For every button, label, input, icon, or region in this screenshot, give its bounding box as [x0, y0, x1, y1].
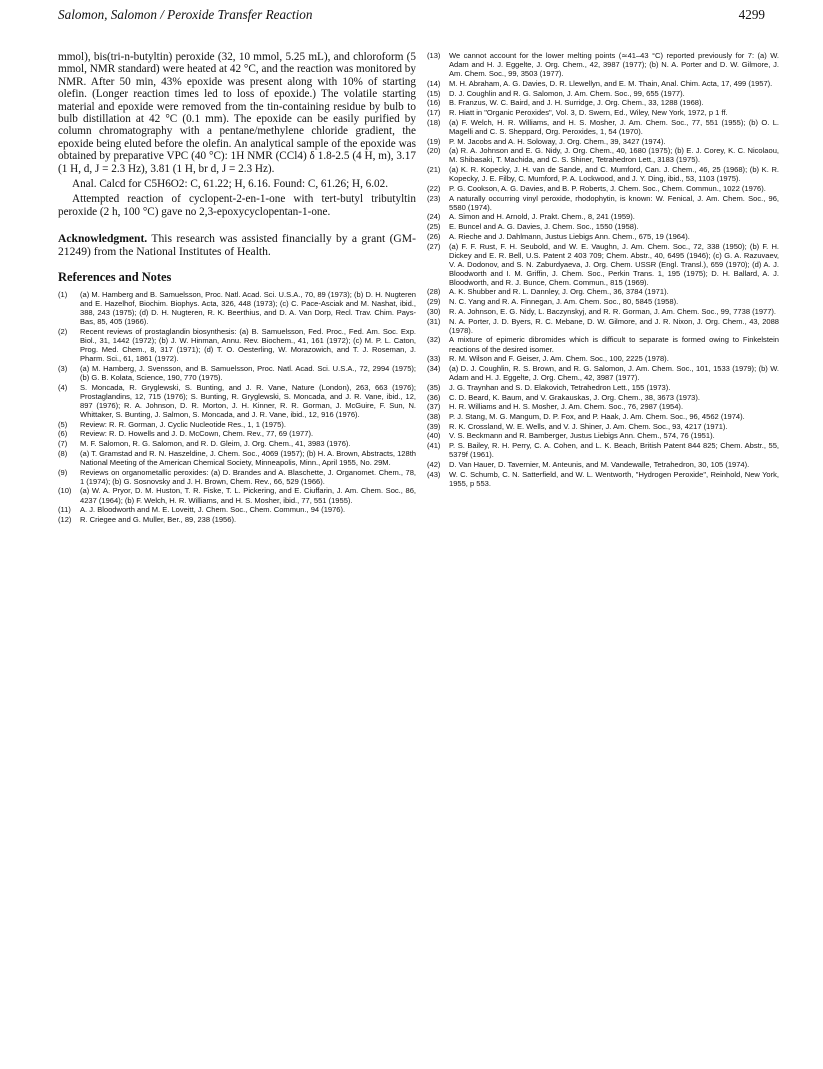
- reference-text: M. H. Abraham, A. G. Davies, D. R. Llewellyn, and E. M. Thain, Anal. Chim. Acta, 17, 499 (1957).: [449, 78, 773, 88]
- reference-item: [427, 393, 779, 402]
- reference-item: [427, 98, 779, 107]
- reference-item: [427, 108, 779, 117]
- reference-text: (a) F. Welch, H. R. Williams, and H. S. Mosher, J. Am. Chem. Soc., 77, 551 (1955); (b) O. L. Magelli and C. S. Sheppard, Org. Peroxides, 1, 54 (1970).: [449, 117, 779, 136]
- reference-text: R. K. Crossland, W. E. Wells, and V. J. Shiner, J. Am. Chem. Soc., 93, 4217 (1971).: [449, 421, 728, 431]
- reference-number: (26): [427, 231, 441, 241]
- reference-text: N. A. Porter, J. D. Byers, R. C. Mebane, D. W. Gilmore, and J. R. Nixon, J. Org. Chem., 43, 2088 (1978).: [449, 316, 779, 335]
- reference-item: [427, 470, 779, 488]
- reference-text: C. D. Beard, K. Baum, and V. Grakauskas, J. Org. Chem., 38, 3673 (1973).: [449, 392, 700, 402]
- reference-item: [58, 515, 416, 524]
- reference-number: (13): [427, 51, 441, 60]
- reference-text: A mixture of epimeric dibromides which is difficult to separate is formed owing to Finkelstein reactions of the desired isomer.: [449, 335, 779, 354]
- reference-text: Recent reviews of prostaglandin biosynthesis: (a) B. Samuelsson, Fed. Proc., Fed. Am. Soc. Exp. Biol., 31, 1442 (1972); (b) J. W. Hinman, Annu. Rev. Biochem., 41, 161 (1972); (c) M. P. L. Caton, Prog. Med. Chem., 8, 317 (1971); (d) T. O. Oesterling, W. Morazowich, and T. J. Roseman, J. Pharm. Sci., 61, 1861 (1972).: [80, 327, 416, 364]
- reference-number: (5): [58, 419, 68, 429]
- references-list-right: [427, 51, 779, 488]
- reference-number: (41): [427, 441, 441, 451]
- reference-text: (a) R. A. Johnson and E. G. Nidy, J. Org. Chem., 40, 1680 (1975); (b) E. J. Corey, K. C. Nicolaou, M. Shibasaki, T. Machida, and C. S. Shiner, Tetrahedron Lett., 3183 (1975).: [449, 146, 779, 165]
- reference-item: [427, 307, 779, 316]
- reference-number: (18): [427, 117, 441, 127]
- reference-number: (33): [427, 354, 441, 364]
- reference-text: (a) W. A. Pryor, D. M. Huston, T. R. Fiske, T. L. Pickering, and E. Ciuffarin, J. Am. Chem. Soc., 86, 4237 (1964); (b) F. Welch, H. R. Williams, and H. S. Mosher, ibid., 77, 551 (1955).: [80, 486, 416, 505]
- reference-item: [427, 431, 779, 440]
- reference-text: A. Simon and H. Arnold, J. Prakt. Chem., 8, 241 (1959).: [449, 212, 635, 222]
- reference-number: (17): [427, 108, 441, 118]
- right-column: [427, 51, 779, 488]
- reference-number: (16): [427, 98, 441, 108]
- reference-text: B. Franzus, W. C. Baird, and J. H. Surridge, J. Org. Chem., 33, 1288 (1968).: [449, 98, 704, 108]
- reference-text: (a) M. Hamberg and B. Samuelsson, Proc. Natl. Acad. Sci. U.S.A., 70, 89 (1973); (b) D. H. Nugteren and E. Hazelhof, Biochim. Biophys. Acta, 326, 448 (1973); (c) C. Pace-Asciak and M. Nashat, ibid., 388, 243 (1975); (d) D. H. Nugteren, R. K. Beerthius, and D. A. Van Dorp, Recl. Trav. Chim. Pays-Bas, 85, 405 (1966).: [80, 290, 416, 327]
- reference-number: (7): [58, 439, 68, 449]
- reference-number: (25): [427, 222, 441, 232]
- page-header: [58, 7, 765, 27]
- reference-number: (32): [427, 335, 441, 345]
- reference-text: P. G. Cookson, A. G. Davies, and B. P. Roberts, J. Chem. Soc., Chem. Commun., 1022 (1976).: [449, 183, 766, 193]
- reference-number: (31): [427, 316, 441, 326]
- reference-number: (29): [427, 297, 441, 307]
- reference-number: (38): [427, 411, 441, 421]
- reference-item: [58, 505, 416, 514]
- reference-number: (10): [58, 486, 72, 496]
- reference-item: [427, 460, 779, 469]
- reference-text: D. Van Hauer, D. Tavernier, M. Anteunis, and M. Vandewalle, Tetrahedron, 30, 105 (1974).: [449, 459, 750, 469]
- reference-number: (37): [427, 402, 441, 412]
- reference-item: [58, 439, 416, 448]
- reference-number: (34): [427, 363, 441, 373]
- reference-item: [427, 354, 779, 363]
- reference-item: [427, 287, 779, 296]
- reference-text: H. R. Williams and H. S. Mosher, J. Am. Chem. Soc., 76, 2987 (1954).: [449, 402, 684, 412]
- reference-item: [427, 335, 779, 353]
- reference-number: (11): [58, 505, 71, 515]
- reference-number: (27): [427, 241, 441, 251]
- left-column: [58, 51, 416, 525]
- reference-text: S. Moncada, R. Gryglewski, S. Bunting, and J. R. Vane, Nature (London), 263, 663 (1976); Prostaglandins, 12, 715 (1976); S. Bunting, R. Gryglewski, S. Moncada, and J. R. Vane, ibid., 12, 897 (1976); R. A. Johnson, D. R. Morton, J. H. Kinner, R. R. Gorman, J. McGuire, F. Sun, N. Whittaker, S. Bunting, J. Salmon, S. Moncada, and J. R. Vane, ibid., 12, 916 (1976).: [80, 382, 416, 419]
- reference-text: A. K. Shubber and R. L. Dannley, J. Org. Chem., 36, 3784 (1971).: [449, 287, 669, 297]
- reference-number: (28): [427, 287, 441, 297]
- reference-item: [427, 297, 779, 306]
- reference-number: (36): [427, 392, 441, 402]
- reference-item: [427, 165, 779, 183]
- reference-text: D. J. Coughlin and R. G. Salomon, J. Am. Chem. Soc., 99, 655 (1977).: [449, 88, 685, 98]
- reference-item: [58, 420, 416, 429]
- reference-number: (19): [427, 136, 441, 146]
- reference-text: R. M. Wilson and F. Geiser, J. Am. Chem. Soc., 100, 2225 (1978).: [449, 354, 669, 364]
- references-heading: References and Notes: [58, 270, 172, 285]
- reference-number: (39): [427, 421, 441, 431]
- reference-text: N. C. Yang and R. A. Finnegan, J. Am. Chem. Soc., 80, 5845 (1958).: [449, 297, 679, 307]
- reference-text: P. J. Stang, M. G. Mangum, D. P. Fox, and P. Haak, J. Am. Chem. Soc., 96, 4562 (1974).: [449, 411, 745, 421]
- reference-text: E. Buncel and A. G. Davies, J. Chem. Soc., 1550 (1958).: [449, 222, 639, 232]
- reference-number: (15): [427, 88, 441, 98]
- acknowledgment-text: This research was assisted financially by a grant (GM-21249) from the National Institutes of Health.: [58, 232, 416, 259]
- reference-item: [427, 422, 779, 431]
- reference-item: [427, 232, 779, 241]
- reference-text: M. F. Salomon, R. G. Salomon, and R. D. Gleim, J. Org. Chem., 41, 3983 (1976).: [80, 439, 351, 449]
- reference-text: R. Criegee and G. Muller, Ber., 89, 238 (1956).: [80, 514, 237, 524]
- reference-item: [427, 184, 779, 193]
- reference-text: R. Hiatt in "Organic Peroxides", Vol. 3, D. Swern, Ed., Wiley, New York, 1972, p 1 ff.: [449, 108, 728, 118]
- reference-item: [58, 383, 416, 419]
- acknowledgment-heading: Acknowledgment.: [58, 232, 148, 246]
- reference-item: [427, 146, 779, 164]
- reference-number: (1): [58, 290, 68, 300]
- attempted-reaction-paragraph: Attempted reaction of cyclopent-2-en-1-one with tert-butyl tributyltin peroxide (2 h, 100 °C) gave no 2,3-epoxycyclopentan-1-one.: [58, 193, 416, 218]
- reference-item: [58, 429, 416, 438]
- reference-item: [427, 212, 779, 221]
- reference-item: [427, 137, 779, 146]
- reference-text: (a) T. Gramstad and R. N. Haszeldine, J. Chem. Soc., 4069 (1957); (b) H. A. Brown, Abstracts, 128th National Meeting of the American Chemical Society, Minneapolis, Minn., April 1955, No. 29M.: [80, 448, 416, 467]
- reference-number: (35): [427, 382, 441, 392]
- reference-number: (40): [427, 431, 441, 441]
- reference-text: V. S. Beckmann and R. Bamberger, Justus Liebigs Ann. Chem., 574, 76 (1951).: [449, 431, 715, 441]
- reference-number: (24): [427, 212, 441, 222]
- experimental-paragraph: mmol), bis(tri-n-butyltin) peroxide (32, 10 mmol, 5.25 mL), and chloroform (5 mmol, NMR standard) were heated at 42 °C, and the reaction was monitored by NMR. After 50 min, 43% epoxide was present along with 10% of starting olefin. (Longer reaction times led to loss of epoxide.) The volatile starting material and epoxide were removed from the tin-containing residue by bulb to bulb distillation at 42 °C (0.1 mm). The epoxide can be easily purified by column chromatography with a pentane/methylene chloride gradient, the epoxide being eluted before the olefin. An analytical sample of the epoxide was obtained by preparative VPC (40 °C): 1H NMR (CCl4) δ 1.8-2.5 (4 H, m), 3.17 (1 H, d, J = 2.3 Hz), 3.81 (1 H, br d, J = 2.3 Hz).: [58, 51, 416, 175]
- reference-item: [427, 441, 779, 459]
- reference-number: (43): [427, 469, 441, 479]
- reference-number: (42): [427, 459, 441, 469]
- references-list-left: [58, 290, 416, 524]
- reference-item: [427, 118, 779, 136]
- reference-number: (30): [427, 306, 441, 316]
- acknowledgment: [58, 232, 416, 258]
- reference-item: [427, 222, 779, 231]
- reference-item: [427, 364, 779, 382]
- reference-text: A. Rieche and J. Dahlmann, Justus Liebigs Ann. Chem., 675, 19 (1964).: [449, 231, 690, 241]
- reference-text: A. J. Bloodworth and M. E. Loveitt, J. Chem. Soc., Chem. Commun., 94 (1976).: [80, 505, 346, 515]
- reference-text: W. C. Schumb, C. N. Satterfield, and W. L. Wentworth, "Hydrogen Peroxide", Reinhold, New York, 1955, p 553.: [449, 469, 779, 488]
- reference-text: Reviews on organometallic peroxides: (a) D. Brandes and A. Blaschette, J. Organomet. Chem., 78, 1 (1974); (b) G. Sosnovsky and J. H. Brown, Chem. Rev., 66, 529 (1966).: [80, 467, 416, 486]
- reference-item: [427, 412, 779, 421]
- reference-item: [58, 468, 416, 486]
- reference-item: [58, 364, 416, 382]
- reference-item: [427, 317, 779, 335]
- reference-item: [58, 449, 416, 467]
- reference-number: (4): [58, 382, 68, 392]
- reference-text: A naturally occurring vinyl peroxide, rhodophytin, is known: W. Fenical, J. Am. Chem. Soc., 96, 5580 (1974).: [449, 193, 779, 212]
- reference-item: [58, 486, 416, 504]
- reference-item: [427, 89, 779, 98]
- reference-text: (a) D. J. Coughlin, R. S. Brown, and R. G. Salomon, J. Am. Chem. Soc., 101, 1533 (1979); (b) W. Adam and H. J. Eggelte, J. Org. Chem., 42, 3987 (1977).: [449, 363, 779, 383]
- running-title: Salomon, Salomon / Peroxide Transfer Reaction: [58, 7, 313, 22]
- reference-text: P. S. Bailey, R. H. Perry, C. A. Cohen, and L. K. Beach, British Patent 844 825; Chem. Abstr., 55, 5379f (1961).: [449, 441, 779, 460]
- reference-number: (22): [427, 183, 441, 193]
- reference-number: (6): [58, 429, 68, 439]
- reference-item: [427, 51, 779, 78]
- reference-number: (21): [427, 165, 441, 175]
- analysis-paragraph: Anal. Calcd for C5H6O2: C, 61.22; H, 6.16. Found: C, 61.26; H, 6.02.: [72, 178, 389, 191]
- reference-number: (20): [427, 146, 441, 156]
- reference-text: We cannot account for the lower melting points (≃41–43 °C) reported previously for 7: (a) W. Adam and H. J. Eggelte, J. Org. Chem., 42, 3987 (1977); (b) N. A. Porter and D. W. Gilmore, J. Am. Chem. Soc., 99, 3503 (1977).: [449, 51, 779, 79]
- reference-item: [427, 79, 779, 88]
- reference-number: (2): [58, 327, 68, 337]
- reference-item: [58, 290, 416, 326]
- reference-text: Review: R. D. Howells and J. D. McCown, Chem. Rev., 77, 69 (1977).: [80, 429, 314, 439]
- reference-text: (a) F. F. Rust, F. H. Seubold, and W. E. Vaughn, J. Am. Chem. Soc., 72, 338 (1950); (b) F. H. Dickey and E. R. Bell, U.S. Patent 2 403 709; Chem. Abstr., 40, 6495 (1946); (c) G. A. Razuvaev, V. A. Dodonov, and S. N. Zaburdyaeva, J. Org. Chem. USSR (Engl. Transl.), 659 (1970); (d) A. J. Bloodworth and I. M. Griffin, J. Chem. Soc., Perkin Trans. 1, 195 (1975); D. H. Ballard, A. J. Bloodworth, and R. J. Bunce, Chem. Commun., 815 (1969).: [449, 241, 779, 287]
- reference-number: (12): [58, 514, 72, 524]
- reference-item: [427, 383, 779, 392]
- reference-text: R. A. Johnson, E. G. Nidy, L. Baczynskyj, and R. R. Gorman, J. Am. Chem. Soc., 99, 7738 (1977).: [449, 306, 777, 316]
- reference-number: (8): [58, 448, 68, 458]
- reference-text: (a) K. R. Kopecky, J. H. van de Sande, and C. Mumford, Can. J. Chem., 46, 25 (1968); (b) K. R. Kopecky, J. E. Filby, C. Mumford, P. A. Lockwood, and J. Y. Ding, ibid., 53, 1103 (1975).: [449, 165, 779, 184]
- reference-item: [427, 402, 779, 411]
- reference-item: [427, 194, 779, 212]
- reference-item: [427, 242, 779, 287]
- reference-item: [58, 327, 416, 363]
- reference-number: (3): [58, 364, 68, 374]
- page-number: 4299: [738, 7, 765, 22]
- reference-text: Review: R. R. Gorman, J. Cyclic Nucleotide Res., 1, 1 (1975).: [80, 419, 286, 429]
- reference-number: (9): [58, 467, 68, 477]
- reference-text: (a) M. Hamberg, J. Svensson, and B. Samuelsson, Proc. Natl. Acad. Sci. U.S.A., 72, 2994 (1975); (b) G. B. Kolata, Science, 190, 770 (1975).: [80, 364, 416, 383]
- reference-text: J. G. Traynhan and S. D. Elakovich, Tetrahedron Lett., 155 (1973).: [449, 382, 671, 392]
- reference-text: P. M. Jacobs and A. H. Soloway, J. Org. Chem., 39, 3427 (1974).: [449, 136, 666, 146]
- reference-number: (14): [427, 78, 441, 88]
- reference-number: (23): [427, 193, 441, 203]
